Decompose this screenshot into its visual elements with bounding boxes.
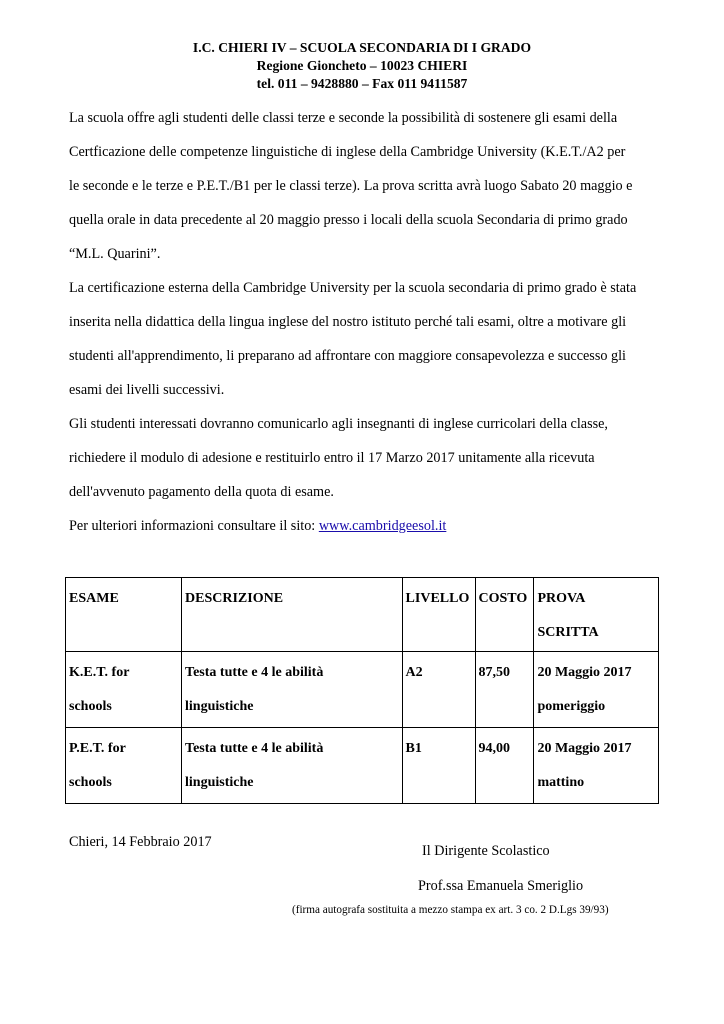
school-phone-fax: tel. 011 – 9428880 – Fax 011 9411587 [256, 76, 468, 91]
header-costo: COSTO [475, 578, 534, 652]
school-address: Regione Gioncheto – 10023 CHIERI [256, 58, 468, 73]
cell-descrizione: Testa tutte e 4 le abilità linguistiche [182, 728, 403, 804]
cell-esame: P.E.T. for schools [66, 728, 182, 804]
table-header-row [66, 578, 659, 652]
cell-costo: 87,50 [475, 652, 534, 728]
paragraph-2-line: inserita nella didattica della lingua inglese del nostro istituto perché tali esami, oltre a motivare gli [69, 314, 627, 330]
paragraph-1-line: Certficazione delle competenze linguistiche di inglese della Cambridge University (K.E.T./A2 per [69, 144, 626, 160]
cell-livello: A2 [402, 652, 475, 728]
school-name: I.C. CHIERI IV – SCUOLA SECONDARIA DI I GRADO [192, 40, 532, 55]
header-prova-scritta: PROVA SCRITTA [534, 578, 659, 652]
letterhead [0, 39, 724, 93]
signer-name: Prof.ssa Emanuela Smeriglio [418, 878, 584, 894]
table-row [66, 728, 659, 804]
place-date: Chieri, 14 Febbraio 2017 [69, 834, 212, 850]
info-prefix: Per ulteriori informazioni consultare il sito: [69, 518, 319, 534]
header-descrizione: DESCRIZIONE [182, 578, 403, 652]
cell-descrizione: Testa tutte e 4 le abilità linguistiche [182, 652, 403, 728]
paragraph-1-line: quella orale in data precedente al 20 maggio presso i locali della scuola Secondaria di primo grado [69, 212, 628, 228]
paragraph-2-line: studenti all'apprendimento, li preparano ad affrontare con maggiore consapevolezza e successo gli [69, 348, 626, 364]
paragraph-3-line: Gli studenti interessati dovranno comunicarlo agli insegnanti di inglese curricolari della classe, [69, 416, 608, 432]
paragraph-3-line: dell'avvenuto pagamento della quota di esame. [69, 484, 334, 500]
exam-table [65, 577, 659, 804]
cell-prova-scritta: 20 Maggio 2017 pomeriggio [534, 652, 659, 728]
paragraph-2-line: esami dei livelli successivi. [69, 382, 225, 398]
table-row [66, 652, 659, 728]
cell-prova-scritta: 20 Maggio 2017 mattino [534, 728, 659, 804]
paragraph-1-line: La scuola offre agli studenti delle classi terze e seconde la possibilità di sostenere gli esami della [69, 110, 618, 126]
cell-livello: B1 [402, 728, 475, 804]
paragraph-1-line: “M.L. Quarini”. [69, 246, 161, 262]
info-line [69, 509, 669, 543]
paragraph-1-line: le seconde e le terze e P.E.T./B1 per le classi terze). La prova scritta avrà luogo Sabato 20 maggio e [69, 178, 633, 194]
signer-title: Il Dirigente Scolastico [422, 843, 550, 859]
header-livello: LIVELLO [402, 578, 475, 652]
paragraph-3-line: richiedere il modulo di adesione e restituirlo entro il 17 Marzo 2017 unitamente alla ricevuta [69, 450, 595, 466]
cambridge-website-link[interactable]: www.cambridgeesol.it [318, 518, 447, 534]
header-esame: ESAME [66, 578, 182, 652]
body-text [69, 101, 669, 543]
signature-block [418, 834, 583, 904]
signature-note: (firma autografa sostituita a mezzo stampa ex art. 3 co. 2 D.Lgs 39/93) [292, 904, 609, 916]
cell-esame: K.E.T. for schools [66, 652, 182, 728]
cell-costo: 94,00 [475, 728, 534, 804]
paragraph-2-line: La certificazione esterna della Cambridge University per la scuola secondaria di primo grado è stata [69, 280, 637, 296]
